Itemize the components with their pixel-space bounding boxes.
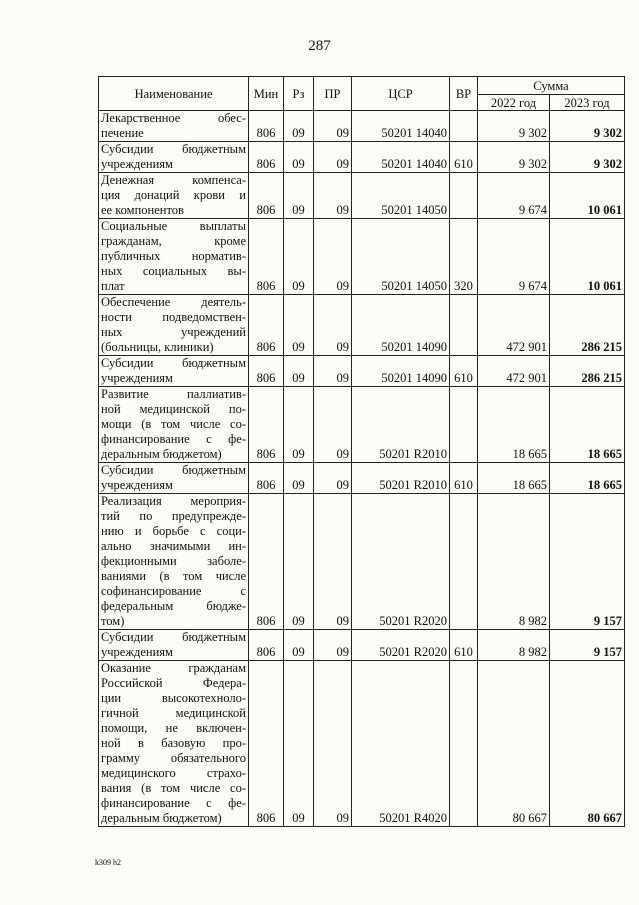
page-number: 287 (308, 38, 331, 54)
row-sum-2023: 9 157 (550, 494, 625, 630)
table-body (99, 111, 625, 827)
row-name-line: ных социальных вы- (101, 264, 246, 278)
row-sum-2022: 8 982 (478, 494, 550, 630)
table-row (99, 142, 625, 173)
row-name-line: вания (в том числе со- (101, 781, 246, 795)
row-name-line: ее компонентов (101, 203, 184, 217)
row-name-line: печение (101, 126, 144, 140)
row-pr: 09 (314, 111, 352, 142)
row-name-line: ально значимыми ин- (101, 539, 246, 553)
row-min: 806 (249, 295, 284, 356)
row-name (99, 630, 249, 661)
row-vr: 610 (450, 142, 478, 173)
row-name-line: публичных норматив- (101, 249, 246, 263)
row-min: 806 (249, 142, 284, 173)
table-row (99, 295, 625, 356)
row-pr: 09 (314, 142, 352, 173)
row-name-line: финансирование с фе- (101, 796, 246, 810)
header-csr: ЦСР (352, 77, 450, 111)
row-name (99, 661, 249, 827)
row-vr: 610 (450, 463, 478, 494)
row-sum-2022: 9 302 (478, 111, 550, 142)
row-csr: 50201 14050 (352, 173, 450, 219)
row-min: 806 (249, 630, 284, 661)
row-sum-2023: 18 665 (550, 387, 625, 463)
footer-code: k309 h2 (95, 858, 121, 867)
row-csr: 50201 14090 (352, 295, 450, 356)
header-min: Мин (249, 77, 284, 111)
row-sum-2023: 9 157 (550, 630, 625, 661)
row-sum-2022: 472 901 (478, 356, 550, 387)
row-name (99, 173, 249, 219)
row-name (99, 494, 249, 630)
header-year-2022: 2022 год (478, 95, 550, 111)
row-name-line: учреждениям (101, 371, 173, 385)
row-min: 806 (249, 494, 284, 630)
row-sum-2023: 80 667 (550, 661, 625, 827)
row-name-line: учреждениям (101, 645, 173, 659)
header-year-2023: 2023 год (550, 95, 625, 111)
row-rz: 09 (284, 494, 314, 630)
row-name-line: Обеспечение деятель- (101, 295, 246, 309)
row-rz: 09 (284, 295, 314, 356)
row-name-line: ция донаций крови и (101, 188, 246, 202)
row-sum-2022: 18 665 (478, 463, 550, 494)
row-rz: 09 (284, 356, 314, 387)
row-name (99, 356, 249, 387)
row-name-line: фекционными заболе- (101, 554, 246, 568)
row-vr (450, 494, 478, 630)
row-name-line: Оказание гражданам (101, 661, 246, 675)
table-row (99, 661, 625, 827)
row-sum-2022: 80 667 (478, 661, 550, 827)
row-name-line: Социальные выплаты (101, 219, 246, 233)
row-sum-2022: 9 674 (478, 219, 550, 295)
row-csr: 50201 R2010 (352, 463, 450, 494)
row-csr: 50201 14040 (352, 142, 450, 173)
row-name-line: том) (101, 614, 125, 628)
table-row (99, 219, 625, 295)
row-name-line: гражданам, кроме (101, 234, 246, 248)
row-name-line: нию и борьбе с соци- (101, 524, 246, 538)
row-sum-2022: 18 665 (478, 387, 550, 463)
row-csr: 50201 14090 (352, 356, 450, 387)
row-sum-2023: 10 061 (550, 173, 625, 219)
row-vr (450, 295, 478, 356)
row-sum-2023: 286 215 (550, 295, 625, 356)
table-row (99, 494, 625, 630)
row-min: 806 (249, 356, 284, 387)
header-pr: ПР (314, 77, 352, 111)
row-csr: 50201 R2020 (352, 494, 450, 630)
row-pr: 09 (314, 295, 352, 356)
row-pr: 09 (314, 463, 352, 494)
row-name-line: федеральным бюдже- (101, 599, 246, 613)
row-name-line: ции высокотехноло- (101, 691, 246, 705)
row-rz: 09 (284, 387, 314, 463)
row-name-line: деральным бюджетом) (101, 811, 222, 825)
row-rz: 09 (284, 173, 314, 219)
table-row (99, 387, 625, 463)
row-vr: 610 (450, 356, 478, 387)
row-min: 806 (249, 463, 284, 494)
row-name-line: грамму обязательного (101, 751, 246, 765)
row-rz: 09 (284, 219, 314, 295)
row-pr: 09 (314, 173, 352, 219)
row-vr: 320 (450, 219, 478, 295)
row-name-line: ваниями (в том числе (101, 569, 246, 583)
row-name-line: Лекарственное обес- (101, 111, 246, 125)
row-name-line: ной медицинской по- (101, 402, 246, 416)
row-name-line: деральным бюджетом) (101, 447, 222, 461)
budget-table (98, 76, 625, 827)
row-min: 806 (249, 387, 284, 463)
table-row (99, 356, 625, 387)
row-name-line: учреждениям (101, 157, 173, 171)
row-name-line: (больницы, клиники) (101, 340, 214, 354)
row-name (99, 111, 249, 142)
row-name-line: финансирование с фе- (101, 432, 246, 446)
row-vr: 610 (450, 630, 478, 661)
row-csr: 50201 R2010 (352, 387, 450, 463)
table-row (99, 111, 625, 142)
row-rz: 09 (284, 142, 314, 173)
row-rz: 09 (284, 630, 314, 661)
row-sum-2023: 9 302 (550, 142, 625, 173)
row-sum-2022: 472 901 (478, 295, 550, 356)
row-name-line: Субсидии бюджетным (101, 463, 246, 477)
row-name-line: учреждениям (101, 478, 173, 492)
row-name-line: ной в базовую про- (101, 736, 246, 750)
header-vr: ВР (450, 77, 478, 111)
row-pr: 09 (314, 387, 352, 463)
row-sum-2022: 9 302 (478, 142, 550, 173)
row-pr: 09 (314, 219, 352, 295)
row-pr: 09 (314, 494, 352, 630)
row-sum-2022: 9 674 (478, 173, 550, 219)
row-name-line: Российской Федера- (101, 676, 246, 690)
row-name-line: ных учреждений (101, 325, 246, 339)
row-sum-2023: 10 061 (550, 219, 625, 295)
row-csr: 50201 R2020 (352, 630, 450, 661)
row-name-line: Денежная компенса- (101, 173, 246, 187)
row-min: 806 (249, 173, 284, 219)
row-min: 806 (249, 661, 284, 827)
row-name-line: тий по предупрежде- (101, 509, 246, 523)
row-name-line: медицинского страхо- (101, 766, 246, 780)
row-min: 806 (249, 219, 284, 295)
row-vr (450, 173, 478, 219)
row-name (99, 219, 249, 295)
row-vr (450, 661, 478, 827)
row-sum-2023: 286 215 (550, 356, 625, 387)
table-row (99, 173, 625, 219)
row-sum-2023: 9 302 (550, 111, 625, 142)
row-name (99, 295, 249, 356)
row-name-line: софинансирование с (101, 584, 246, 598)
row-name-line: мощи (в том числе со- (101, 417, 246, 431)
row-name-line: помощи, не включен- (101, 721, 246, 735)
row-rz: 09 (284, 661, 314, 827)
row-pr: 09 (314, 356, 352, 387)
row-name-line: Субсидии бюджетным (101, 356, 246, 370)
row-name-line: Развитие паллиатив- (101, 387, 246, 401)
row-pr: 09 (314, 661, 352, 827)
row-name-line: Субсидии бюджетным (101, 630, 246, 644)
row-csr: 50201 R4020 (352, 661, 450, 827)
row-name-line: плат (101, 279, 125, 293)
row-name-line: ности подведомствен- (101, 310, 246, 324)
row-name (99, 142, 249, 173)
row-name (99, 387, 249, 463)
row-name (99, 463, 249, 494)
table-row (99, 463, 625, 494)
row-csr: 50201 14040 (352, 111, 450, 142)
row-name-line: Субсидии бюджетным (101, 142, 246, 156)
row-vr (450, 387, 478, 463)
row-sum-2022: 8 982 (478, 630, 550, 661)
row-vr (450, 111, 478, 142)
row-name-line: гичной медицинской (101, 706, 246, 720)
row-min: 806 (249, 111, 284, 142)
header-rz: Рз (284, 77, 314, 111)
table-header (99, 77, 625, 111)
row-sum-2023: 18 665 (550, 463, 625, 494)
row-pr: 09 (314, 630, 352, 661)
header-sum: Сумма (478, 77, 625, 95)
header-name: Наименование (99, 77, 249, 111)
row-name-line: Реализация мероприя- (101, 494, 246, 508)
row-rz: 09 (284, 111, 314, 142)
row-rz: 09 (284, 463, 314, 494)
row-csr: 50201 14050 (352, 219, 450, 295)
table-row (99, 630, 625, 661)
